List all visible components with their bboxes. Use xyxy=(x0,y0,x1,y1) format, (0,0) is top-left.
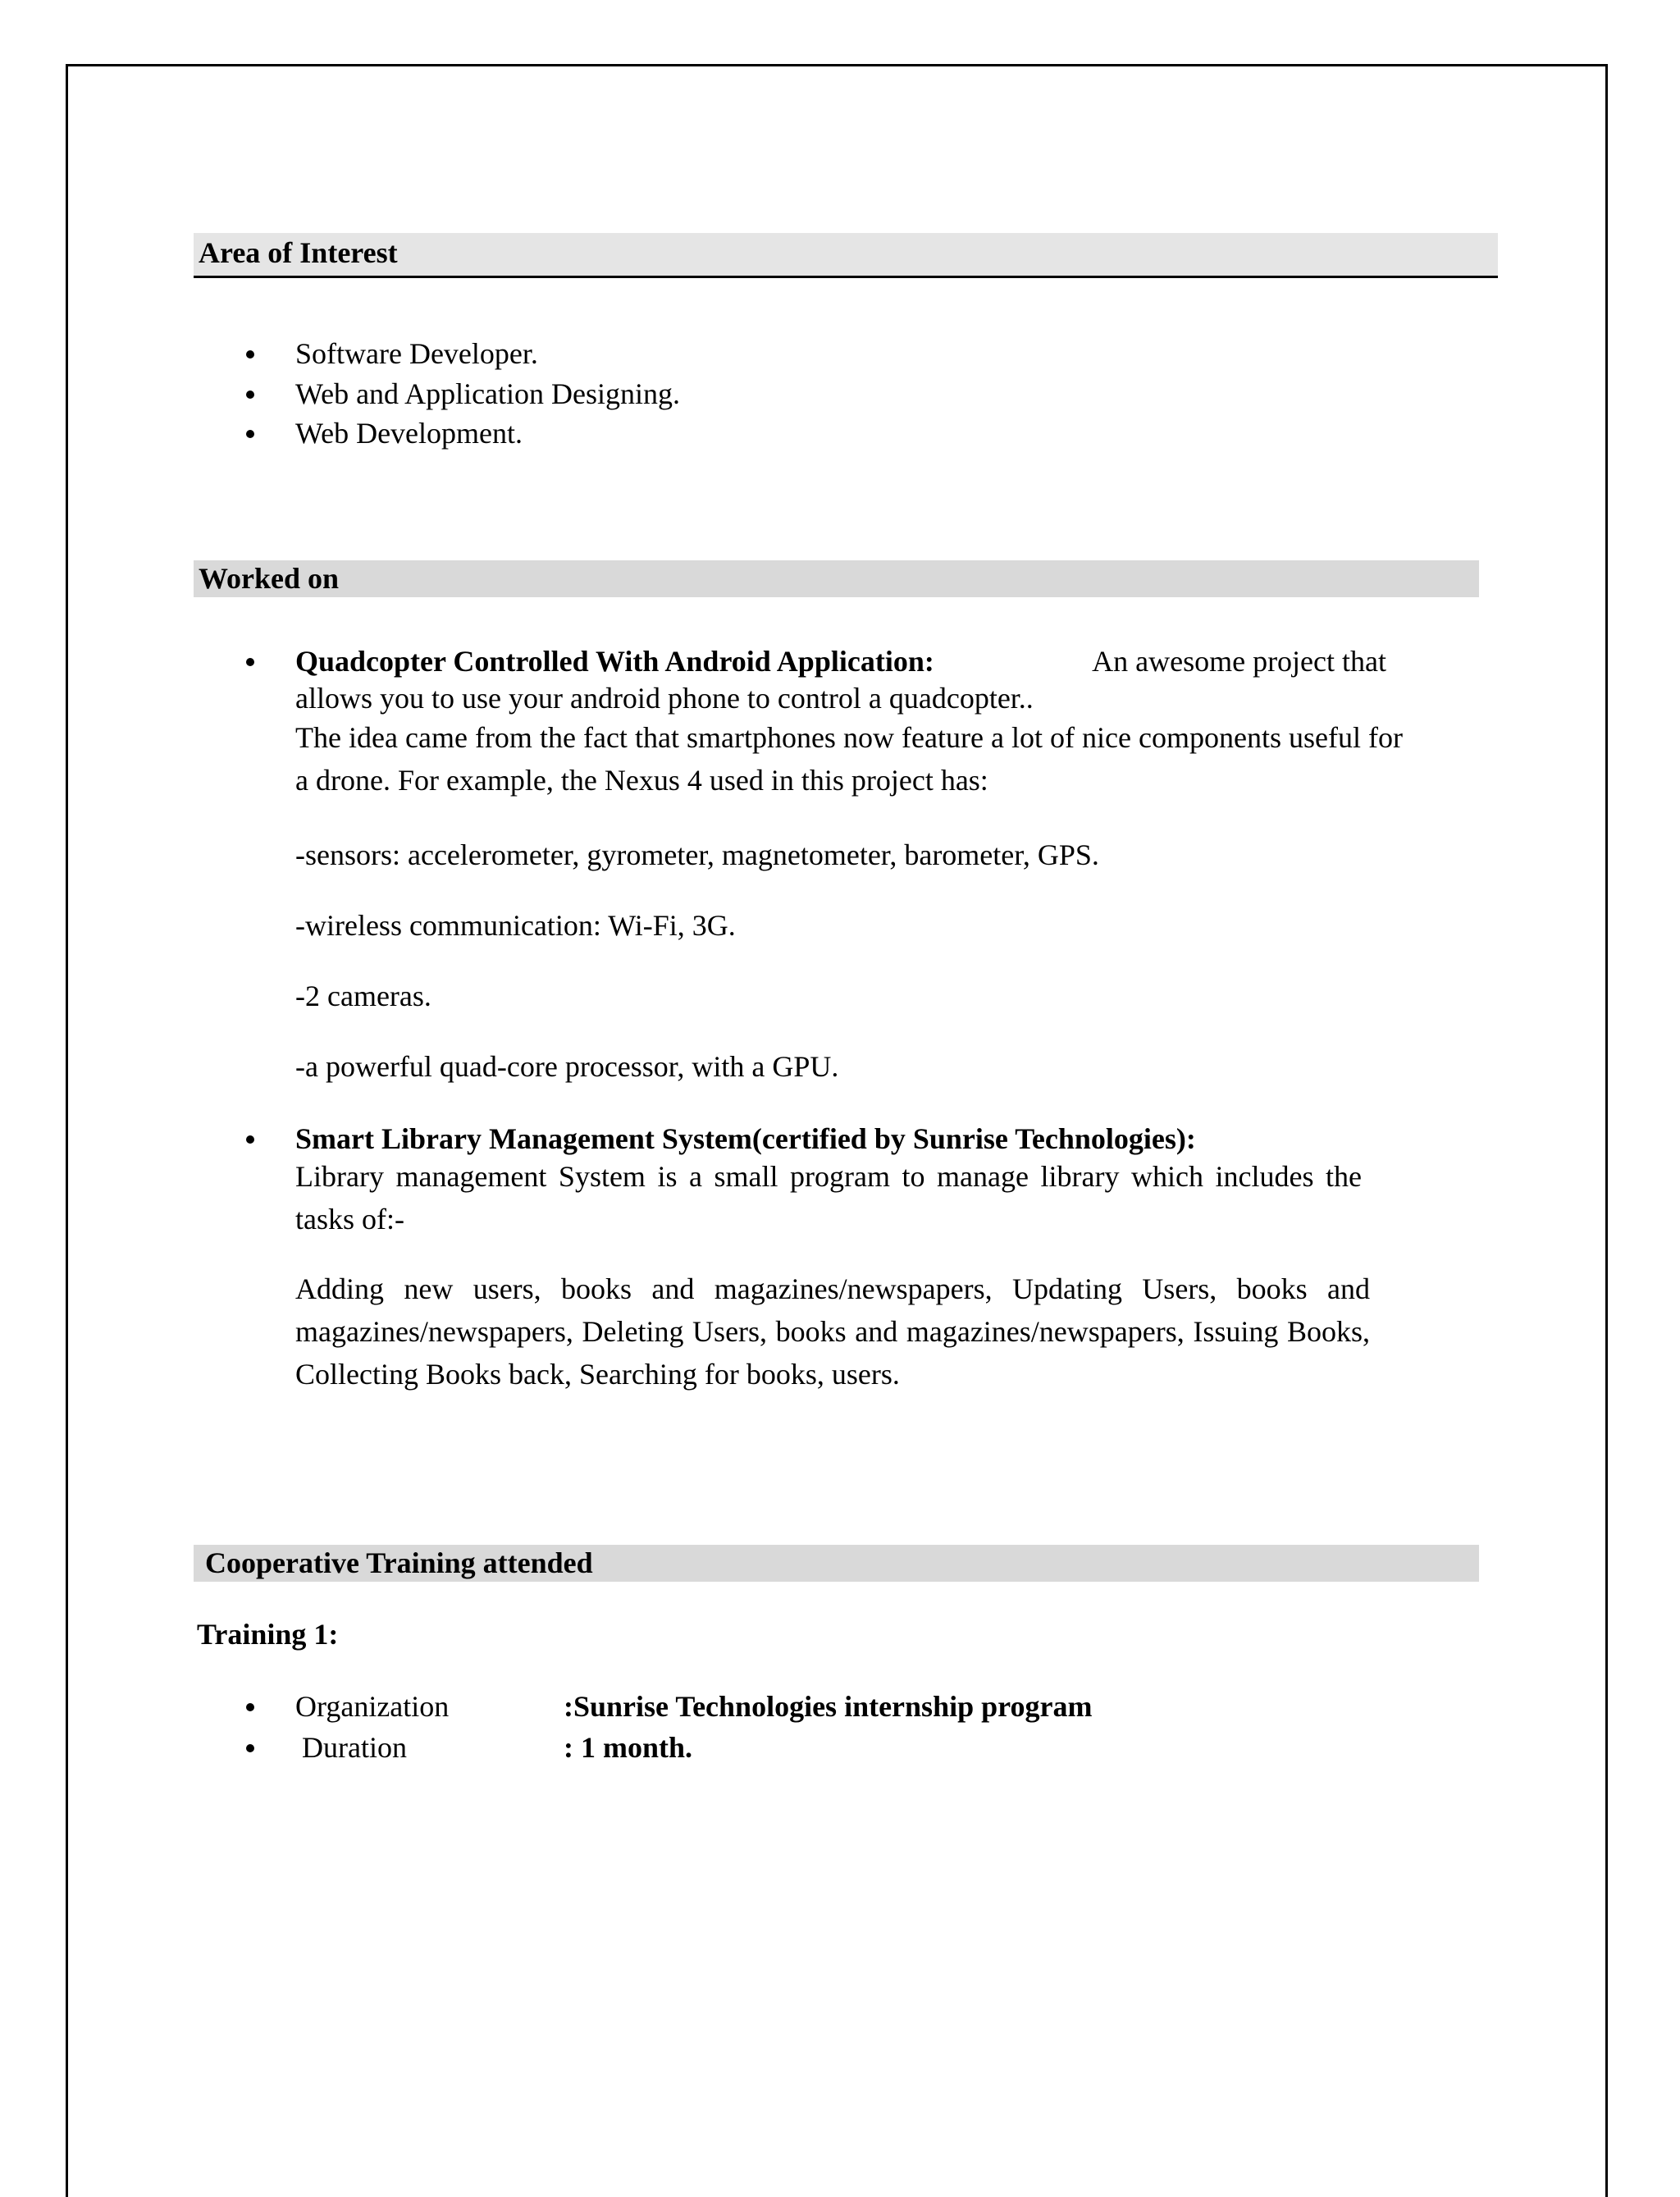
section-header-area-of-interest xyxy=(194,233,1498,278)
training-label: Organization xyxy=(295,1690,450,1723)
project-description: Library management System is a small program to manage library which includes the tasks of:- xyxy=(295,1160,1362,1236)
project-detail-wireless: -wireless communication: Wi-Fi, 3G. xyxy=(295,909,736,942)
section-title: Worked on xyxy=(199,562,340,595)
section-header-cooperative-training xyxy=(194,1545,1479,1582)
section-title: Area of Interest xyxy=(199,236,398,269)
interest-text: Web and Application Designing. xyxy=(295,377,681,410)
training-heading: Training 1: xyxy=(197,1618,339,1651)
interest-text: Software Developer. xyxy=(295,337,538,370)
training-value: :Sunrise Technologies internship program xyxy=(564,1690,1093,1723)
project-title: Quadcopter Controlled With Android Application: xyxy=(295,645,934,678)
project-title-line xyxy=(295,646,1386,676)
training-label: Duration xyxy=(302,1731,407,1764)
project-intro-cont: allows you to use your android phone to control a quadcopter.. xyxy=(295,682,1034,715)
training-value: : 1 month. xyxy=(564,1731,693,1764)
project-intro: An awesome project that xyxy=(1092,645,1386,678)
section-header-worked-on xyxy=(194,560,1479,597)
project-detail-sensors: -sensors: accelerometer, gyrometer, magnetometer, barometer, GPS. xyxy=(295,838,1099,871)
project-tasks: Adding new users, books and magazines/newspapers, Updating Users, books and magazines/newspapers, Deleting Users, books and magazines/newspapers, Issuing Books, Collecting Books back, Searching for books, users. xyxy=(295,1272,1370,1391)
project-title: Smart Library Management System(certified by Sunrise Technologies): xyxy=(295,1122,1196,1155)
project-detail-processor: -a powerful quad-core processor, with a GPU. xyxy=(295,1050,839,1083)
project-description: The idea came from the fact that smartphones now feature a lot of nice components useful for a drone. For example, the Nexus 4 used in this project has: xyxy=(295,721,1403,797)
section-title: Cooperative Training attended xyxy=(205,1546,593,1579)
interest-text: Web Development. xyxy=(295,417,523,450)
project-detail-cameras: -2 cameras. xyxy=(295,980,431,1012)
